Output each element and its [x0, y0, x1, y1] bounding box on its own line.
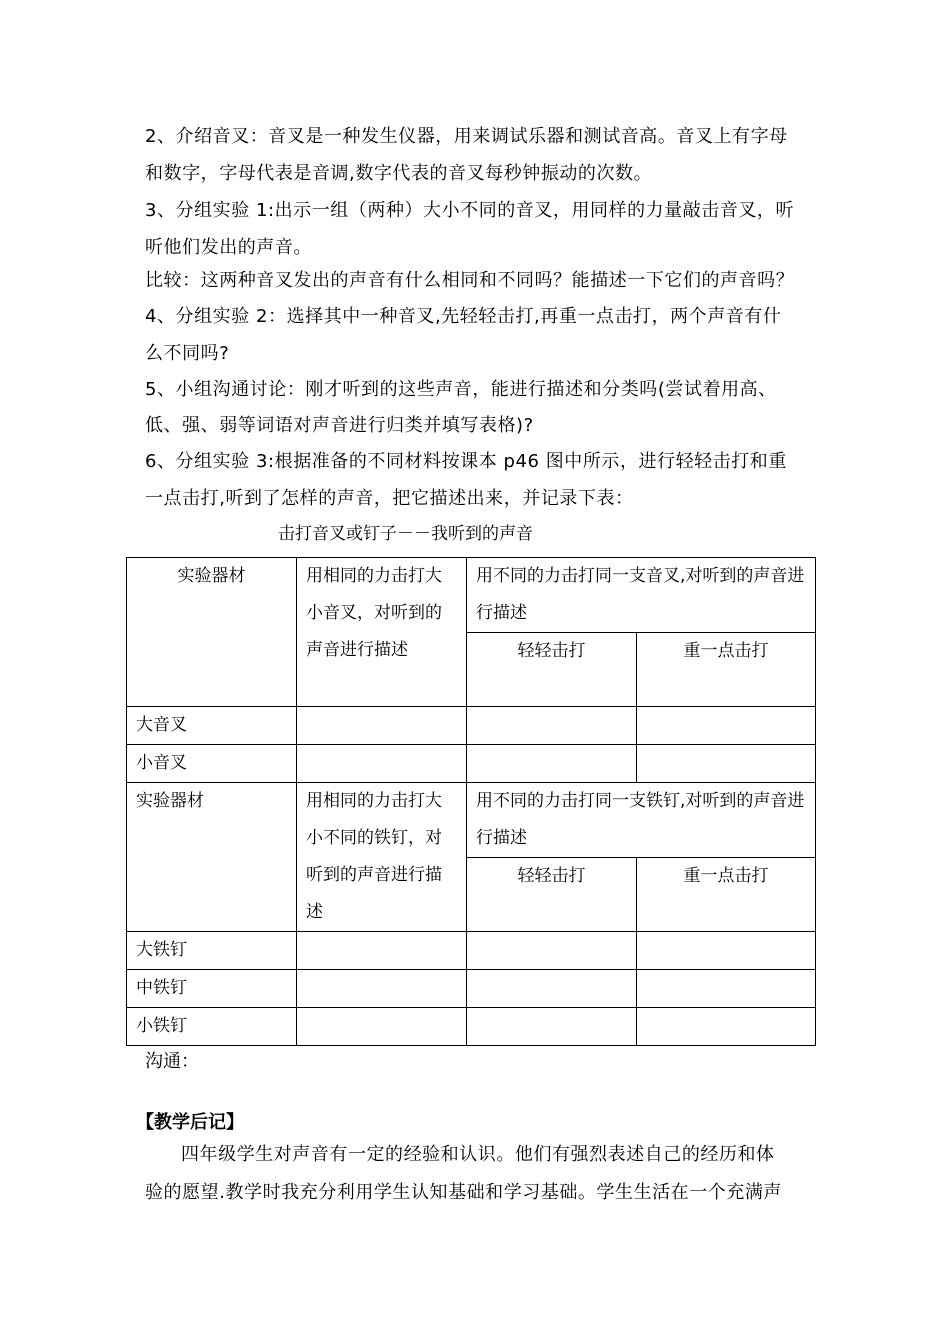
- subheader-heavy: 重一点击打: [637, 633, 816, 707]
- subheader-heavy: 重一点击打: [637, 858, 816, 932]
- table-cell-empty: [637, 970, 816, 1008]
- table-cell-empty: [637, 932, 816, 970]
- table-cell-empty: [297, 745, 467, 783]
- reflection-line: 四年级学生对声音有一定的经验和认识。他们有强烈表述自己的经历和体: [181, 1144, 775, 1165]
- row-label: 中铁钉: [127, 970, 297, 1008]
- reflection-title: 【教学后记】: [136, 1112, 244, 1133]
- table-row: [127, 1008, 816, 1046]
- table-row: [127, 932, 816, 970]
- paragraph-line: 和数字，字母代表是音调,数字代表的音叉每秒钟振动的次数。: [145, 163, 653, 184]
- table-cell-empty: [637, 745, 816, 783]
- table-caption: 击打音叉或钉子－－我听到的声音: [278, 524, 533, 544]
- table-cell-empty: [467, 970, 637, 1008]
- table-cell-empty: [297, 970, 467, 1008]
- paragraph-line: 3、分组实验 1:出示一组（两种）大小不同的音叉，用同样的力量敲击音叉，听: [145, 200, 795, 221]
- table-cell-empty: [637, 1008, 816, 1046]
- subheader-light: 轻轻击打: [467, 858, 637, 932]
- paragraph-line: 2、介绍音叉：音叉是一种发生仪器，用来调试乐器和测试音高。音叉上有字母: [145, 126, 788, 147]
- table-header-row: [127, 558, 816, 633]
- header-material: 实验器材: [127, 558, 297, 707]
- table-row: [127, 970, 816, 1008]
- reflection-line: 验的愿望.教学时我充分利用学生认知基础和学习基础。学生生活在一个充满声: [145, 1182, 782, 1203]
- table-cell-empty: [467, 932, 637, 970]
- paragraph-line: 听他们发出的声音。: [145, 237, 312, 258]
- table-cell-empty: [297, 932, 467, 970]
- paragraph-line: 6、分组实验 3:根据准备的不同材料按课本 p46 图中所示，进行轻轻击打和重: [145, 451, 787, 472]
- row-label: 大铁钉: [127, 932, 297, 970]
- discussion-label: 沟通：: [145, 1051, 199, 1072]
- header-material: 实验器材: [127, 783, 297, 932]
- table-row: [127, 707, 816, 745]
- header-same-force: 用相同的力击打大小音叉，对听到的声音进行描述: [297, 558, 467, 707]
- table-cell-empty: [467, 1008, 637, 1046]
- paragraph-line: 一点击打,听到了怎样的声音，把它描述出来，并记录下表：: [145, 488, 634, 509]
- paragraph-line: 比较：这两种音叉发出的声音有什么相同和不同吗？能描述一下它们的声音吗？: [145, 270, 795, 291]
- row-label: 小音叉: [127, 745, 297, 783]
- table-cell-empty: [467, 745, 637, 783]
- header-same-force: 用相同的力击打大小不同的铁钉，对听到的声音进行描述: [297, 783, 467, 932]
- table-cell-empty: [297, 1008, 467, 1046]
- table-cell-empty: [467, 707, 637, 745]
- header-diff-force: 用不同的力击打同一支音叉,对听到的声音进行描述: [467, 558, 816, 633]
- table-cell-empty: [637, 707, 816, 745]
- paragraph-line: 么不同吗?: [145, 343, 230, 364]
- subheader-light: 轻轻击打: [467, 633, 637, 707]
- table-row: [127, 745, 816, 783]
- experiment-table: [126, 557, 816, 1046]
- table-header-row: [127, 783, 816, 858]
- paragraph-line: 5、小组沟通讨论：刚才听到的这些声音，能进行描述和分类吗(尝试着用高、: [145, 379, 777, 400]
- header-diff-force: 用不同的力击打同一支铁钉,对听到的声音进行描述: [467, 783, 816, 858]
- paragraph-line: 4、分组实验 2：选择其中一种音叉,先轻轻击打,再重一点击打，两个声音有什: [145, 306, 782, 327]
- paragraph-line: 低、强、弱等词语对声音进行归类并填写表格)?: [145, 415, 534, 436]
- row-label: 小铁钉: [127, 1008, 297, 1046]
- row-label: 大音叉: [127, 707, 297, 745]
- table-cell-empty: [297, 707, 467, 745]
